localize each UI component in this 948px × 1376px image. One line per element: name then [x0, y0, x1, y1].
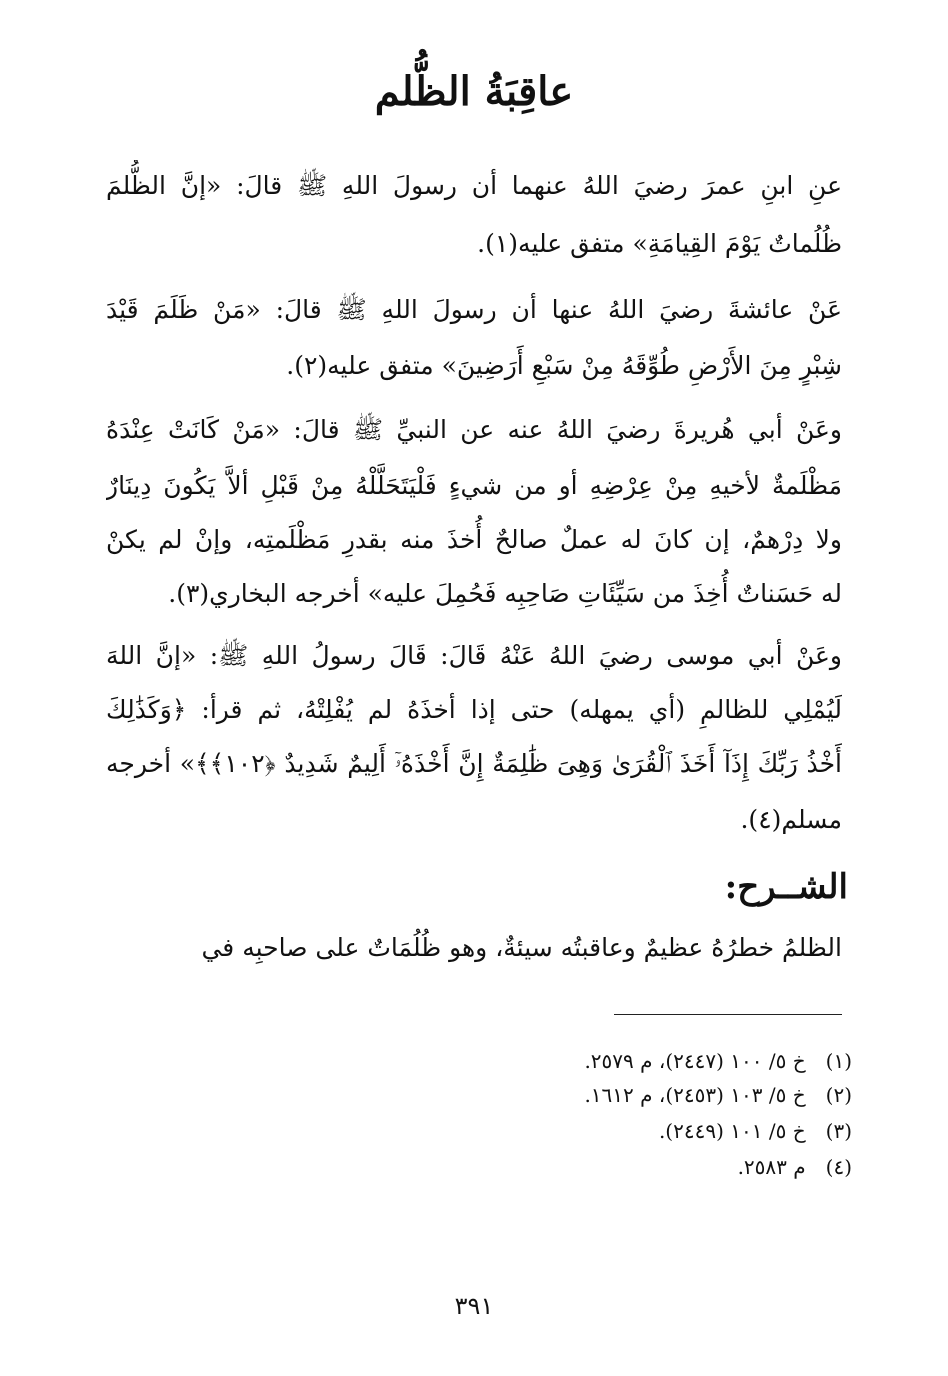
text-line: لَيُمْلِي للظالمِ (أي يمهله) حتى إذا أخذَهُ لم يُفْلِتْهُ، ثم قرأ: ﴿وَكَذَٰلِكَ — [106, 695, 842, 724]
footnote-text: خ ٥/ ١٠١ (٢٤٤٩). — [658, 1119, 806, 1143]
chapter-title: عاقِبَةُ الظُّلم — [374, 68, 574, 115]
text-line: وعَنْ أبي موسى رضيَ اللهُ عَنْهُ قَالَ: قَالَ رسولُ اللهِ ﷺ: «إنَّ اللهَ — [106, 641, 842, 670]
footnote — [659, 1114, 852, 1148]
text-line: شِبْرٍ مِنَ الأَرْضِ طُوِّقَهُ مِنْ سَبْعِ أَرَضِينَ» متفق عليه(٢). — [286, 351, 842, 380]
text-line: وعَنْ أبي هُريرةَ رضيَ اللهُ عنه عن النبيِّ ﷺ قالَ: «مَنْ كَانَتْ عِنْدَهُ — [106, 415, 842, 444]
text-line: مسلم(٤). — [740, 805, 842, 834]
footnote-number: (٣) — [825, 1119, 852, 1143]
section-heading: الشــرح: — [724, 867, 848, 907]
text-line: مَظْلَمةٌ لأخيهِ مِنْ عِرْضِهِ أو من شيءٍ فَلْيَتَحَلَّلْهُ مِنْ قَبْلِ ألاَّ يَكُونَ دِينَارٌ — [106, 471, 842, 500]
footnote-number: (٢) — [825, 1083, 852, 1107]
footnote-text: م ٢٥٨٣. — [737, 1155, 806, 1179]
footnote-number: (٤) — [825, 1155, 852, 1179]
commentary-line: الظلمُ خطرُهُ عظيمٌ وعاقبتُه سيئةٌ، وهو ظُلُمَاتٌ على صاحبِه في — [201, 933, 842, 962]
text-line: أَخْذُ رَبِّكَ إِذَآ أَخَذَ ٱلْقُرَىٰ وَهِىَ ظَٰلِمَةٌ إِنَّ أَخْذَهُۥٓ أَلِيمٌ شَدِيدٌ ﴿١٠٢﴾﴾» أخرجه — [106, 749, 842, 778]
footnote — [584, 1078, 852, 1112]
text-line: ظُلُماتٌ يَوْمَ القِيامَةِ» متفق عليه(١). — [477, 229, 842, 258]
footnote — [584, 1044, 852, 1078]
page-number: ٣٩١ — [454, 1292, 494, 1320]
footnote-divider — [614, 1014, 842, 1015]
text-line: له حَسَناتٌ أُخِذَ من سَيِّئَاتِ صَاحِبِه فَحُمِلَ عليه» أخرجه البخاري(٣). — [168, 579, 842, 608]
footnote-text: خ ٥/ ١٠٣ (٢٤٥٣)، م ١٦١٢. — [584, 1083, 806, 1107]
footnote-number: (١) — [825, 1049, 852, 1073]
text-line: عنِ ابنِ عمرَ رضيَ اللهُ عنهما أن رسولَ اللهِ ﷺ قالَ: «إنَّ الظُّلمَ — [106, 171, 842, 200]
footnote-text: خ ٥/ ١٠٠ (٢٤٤٧)، م ٢٥٧٩. — [584, 1049, 806, 1073]
text-line: ولا دِرْهمٌ، إن كانَ له عملٌ صالحٌ أُخذَ منه بقدرِ مَظْلَمتِه، وإنْ لم يكنْ — [106, 525, 842, 554]
text-line: عَنْ عائشةَ رضيَ اللهُ عنها أن رسولَ اللهِ ﷺ قالَ: «مَنْ ظَلَمَ قَيْدَ — [106, 295, 842, 324]
footnote — [738, 1150, 852, 1184]
